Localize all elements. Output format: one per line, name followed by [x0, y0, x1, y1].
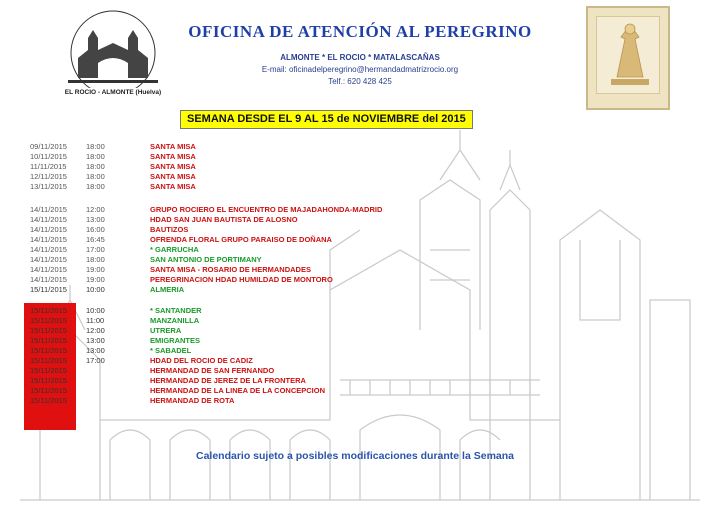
event-date: 11/11/2015 [30, 162, 67, 171]
event-time: 13:00 [86, 336, 105, 345]
event-date: 13/11/2015 [30, 182, 67, 191]
week-banner: SEMANA DESDE EL 9 AL 15 de NOVIEMBRE del 2015 [180, 110, 473, 129]
event-time: 16:00 [86, 225, 105, 234]
event-time: 12:00 [86, 205, 105, 214]
event-name: * SABADEL [150, 346, 192, 355]
event-name: EMIGRANTES [150, 336, 201, 345]
event-time: 18:00 [86, 255, 105, 264]
virgin-picture [586, 6, 670, 110]
event-name: HERMANDAD DE JEREZ DE LA FRONTERA [150, 376, 306, 385]
event-name: SANTA MISA [150, 172, 196, 181]
event-date: 15/11/2015 [30, 306, 67, 315]
event-name: SANTA MISA [150, 182, 196, 191]
event-time: 16:45 [86, 235, 105, 244]
event-name: SANTA MISA [150, 142, 196, 151]
event-time: 10:00 [86, 285, 105, 294]
event-time: 13:00 [86, 346, 105, 355]
event-time: 18:00 [86, 152, 105, 161]
event-name: SANTA MISA [150, 162, 196, 171]
footer-note: Calendario sujeto a posibles modificaciones durante la Semana [195, 450, 514, 462]
event-date: 15/11/2015 [30, 376, 67, 385]
event-date: 15/11/2015 [30, 356, 67, 365]
event-time: 18:00 [86, 182, 105, 191]
event-name: SANTA MISA - ROSARIO DE HERMANDADES [150, 265, 311, 274]
event-time: 10:00 [86, 306, 105, 315]
event-date: 14/11/2015 [30, 205, 67, 214]
event-date: 15/11/2015 [30, 336, 67, 345]
virgin-icon [597, 17, 663, 97]
event-time: 17:00 [86, 245, 105, 254]
event-name: PEREGRINACION HDAD HUMILDAD DE MONTORO [150, 275, 333, 284]
event-time: 12:00 [86, 326, 105, 335]
event-name: HERMANDAD DE ROTA [150, 396, 235, 405]
logo-bottom-text: EL ROCIO - ALMONTE (Huelva) [64, 89, 162, 96]
event-time: 18:00 [86, 172, 105, 181]
event-name: UTRERA [150, 326, 182, 335]
event-time: 11:00 [86, 316, 105, 325]
email-line: E-mail: oficinadelperegrino@hermandadmatrizrocio.org [261, 65, 459, 74]
event-date: 14/11/2015 [30, 265, 67, 274]
event-date: 14/11/2015 [30, 275, 67, 284]
event-date: 15/11/2015 [30, 346, 67, 355]
event-date: 09/11/2015 [30, 142, 67, 151]
event-name: OFRENDA FLORAL GRUPO PARAISO DE DOÑANA [150, 235, 332, 244]
event-name: BAUTIZOS [150, 225, 189, 234]
event-date: 15/11/2015 [30, 386, 67, 395]
event-date: 14/11/2015 [30, 215, 67, 224]
event-date: 15/11/2015 [30, 316, 67, 325]
event-date: 15/11/2015 [30, 366, 67, 375]
event-date: 15/11/2015 [30, 396, 67, 405]
event-date: 14/11/2015 [30, 225, 67, 234]
event-time: 19:00 [86, 275, 105, 284]
event-name: SANTA MISA [150, 152, 196, 161]
event-name: HERMANDAD DE LA LINEA DE LA CONCEPCION [150, 386, 326, 395]
event-name: * GARRUCHA [150, 245, 199, 254]
event-name: HDAD DEL ROCIO DE CADIZ [150, 356, 253, 365]
event-date: 14/11/2015 [30, 255, 67, 264]
event-time: 18:00 [86, 162, 105, 171]
event-date: 10/11/2015 [30, 152, 67, 161]
event-name: ALMERIA [150, 285, 185, 294]
event-name: HDAD SAN JUAN BAUTISTA DE ALOSNO [150, 215, 298, 224]
event-date: 15/11/2015 [30, 326, 67, 335]
page-title: OFICINA DE ATENCIÓN AL PEREGRINO [188, 22, 532, 41]
event-time: 17:00 [86, 356, 105, 365]
event-name: * SANTANDER [150, 306, 202, 315]
event-date: 14/11/2015 [30, 245, 67, 254]
event-time: 13:00 [86, 215, 105, 224]
event-date: 14/11/2015 [30, 235, 67, 244]
event-name: SAN ANTONIO DE PORTIMANY [150, 255, 262, 264]
event-time: 18:00 [86, 142, 105, 151]
phone-line: Telf.: 620 428 425 [328, 77, 392, 86]
places-line: ALMONTE * EL ROCIO * MATALASCAÑAS [280, 53, 440, 62]
event-time: 19:00 [86, 265, 105, 274]
event-name: HERMANDAD DE SAN FERNANDO [150, 366, 275, 375]
event-date: 12/11/2015 [30, 172, 67, 181]
event-name: MANZANILLA [150, 316, 200, 325]
event-name: GRUPO ROCIERO EL ENCUENTRO DE MAJADAHONDA-MADRID [150, 205, 383, 214]
event-date: 15/11/2015 [30, 285, 67, 294]
